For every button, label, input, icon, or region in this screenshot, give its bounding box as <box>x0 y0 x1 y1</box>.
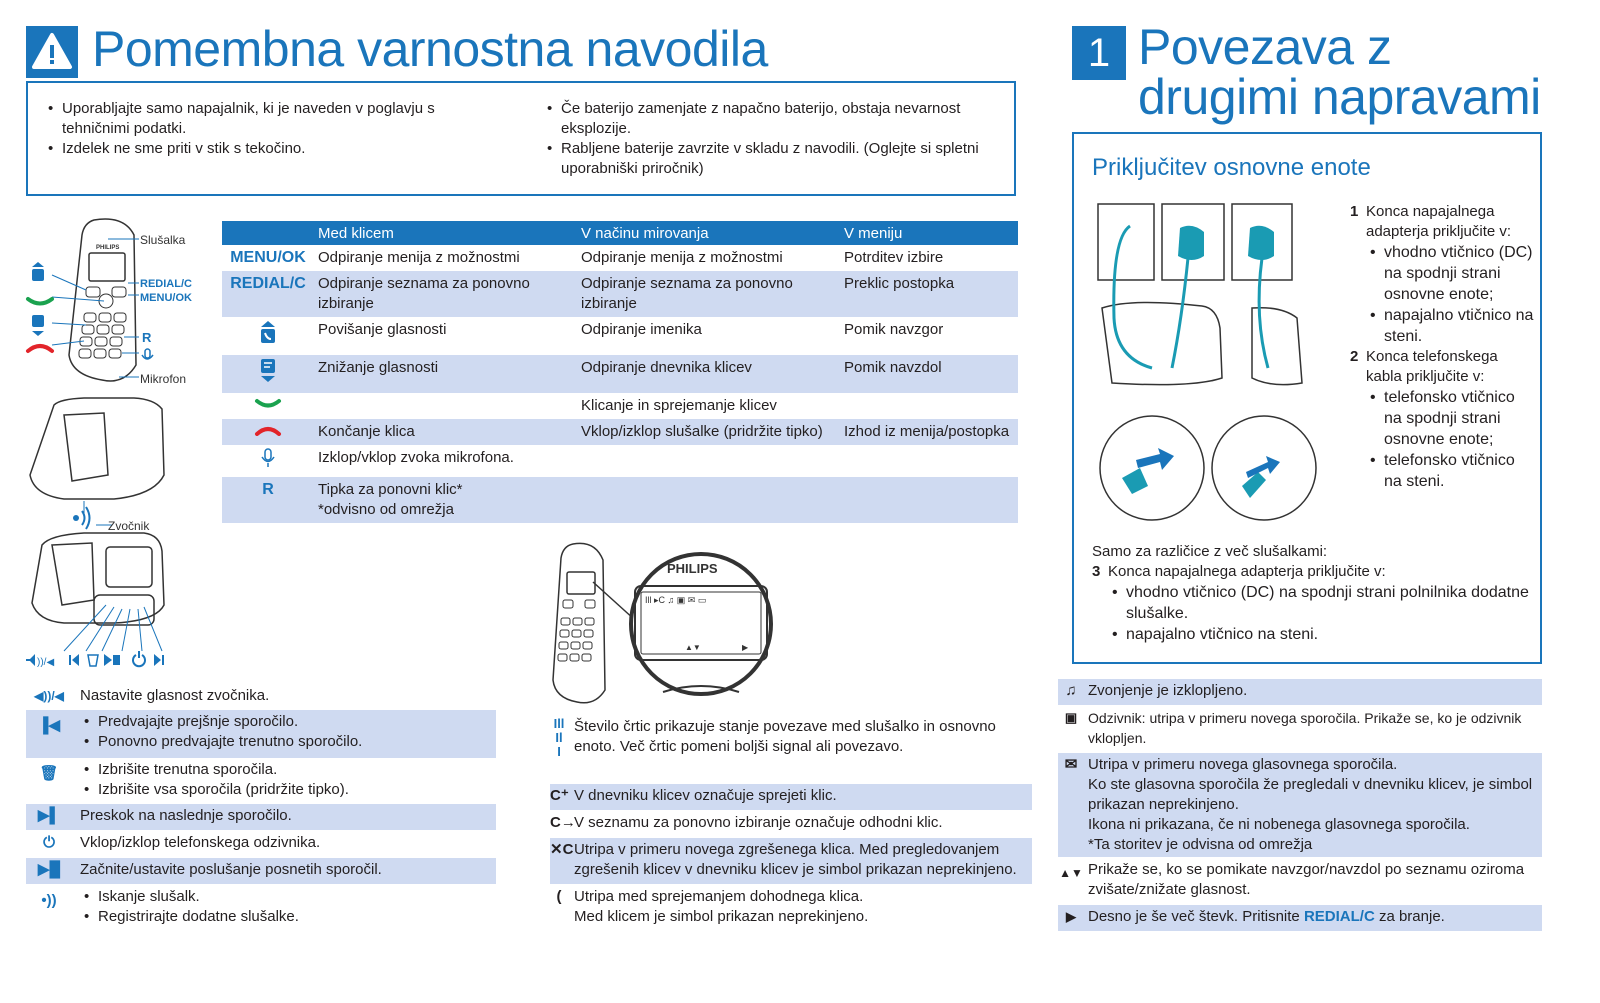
delete-icon: 🗑︎ <box>39 765 59 782</box>
table-cell <box>840 477 1018 523</box>
table-cell: Preklic postopka <box>840 271 1018 317</box>
legend-text: V dnevniku klicev označuje sprejeti klic. <box>574 787 837 804</box>
table-row <box>222 477 1018 523</box>
handset-brand: PHILIPS <box>96 245 120 251</box>
base-keys-icons <box>26 651 164 668</box>
previous-icon: ▐◀ <box>37 717 61 734</box>
call-icon <box>254 398 282 410</box>
phonebook-up-icon <box>258 320 278 346</box>
step-item: • vhodno vtičnico (DC) na spodnji strani osnovne enote; <box>1366 242 1536 305</box>
table-cell: Odpiranje imenika <box>581 321 702 338</box>
step-text: Konca napajalnega adapterja priključite v: <box>1108 563 1386 580</box>
table-cell: Izklop/vklop zvoka mikrofona. <box>318 449 514 466</box>
legend-key: REDIAL/C <box>1303 908 1375 925</box>
next-icon: ▶▌ <box>37 807 61 824</box>
ringer-off-icon: ♫ <box>1065 682 1077 699</box>
display-illustration <box>545 540 785 710</box>
legend-item: • Predvajajte prejšnje sporočilo. <box>80 712 492 732</box>
table-cell <box>840 445 1018 477</box>
side-mic-icon <box>142 349 153 359</box>
key-functions-table <box>222 221 1018 523</box>
legend-row <box>26 858 496 884</box>
safety-item: • Rabljene baterije zavrzite v skladu z navodili. (Oglejte si spletni uporabniški priročnik) <box>543 139 1003 179</box>
table-row <box>222 393 1018 419</box>
play-stop-icon: ▶█ <box>37 861 61 878</box>
legend-text: Desno je še več števk. Pritisnite <box>1088 908 1300 925</box>
legend-row <box>550 811 1032 837</box>
legend-row <box>1058 753 1542 857</box>
legend-text: Zvonjenje je izklopljeno. <box>1088 682 1248 699</box>
legend-text: Utripa med sprejemanjem dohodnega klica. <box>574 888 864 905</box>
header-idle: V načinu mirovanja <box>577 221 840 245</box>
legend-item: • Ponovno predvajajte trenutno sporočilo. <box>80 732 492 752</box>
legend-row <box>1058 905 1542 931</box>
table-cell: Potrditev izbire <box>844 249 944 266</box>
table-row <box>222 317 1018 355</box>
display-brand: PHILIPS <box>667 561 718 576</box>
connection-box <box>1072 132 1542 664</box>
legend-text: Utripa v primeru novega zgrešenega klica. Med pregledovanjem zgrešenih klicev v dnevniku klicev je simbol prikazan neprekinjeno. <box>574 841 1017 878</box>
section-title <box>1138 19 1541 125</box>
side-call-icon <box>28 299 52 304</box>
step-1 <box>1350 202 1536 347</box>
table-cell: Odpiranje seznama za ponovno izbiranje <box>314 271 577 317</box>
paging-key-icon <box>73 507 90 529</box>
legend-text: Utripa v primeru novega glasovnega sporočila. <box>1088 756 1398 773</box>
connection-illustration <box>1092 198 1337 528</box>
connection-subtitle: Priključitev osnovne enote <box>1092 154 1371 181</box>
more-digits-icon: ▶ <box>1066 909 1076 924</box>
table-row <box>222 419 1018 445</box>
legend-text: V seznamu za ponovno izbiranje označuje odhodni klic. <box>574 814 943 831</box>
missed-call-icon: ✕C <box>550 841 574 858</box>
table-cell: Pomik navzgor <box>844 321 944 338</box>
volume-icon: ◀))/◀ <box>34 689 64 703</box>
handset-illustration <box>24 215 214 390</box>
legend-text: Začnite/ustavite poslušanje posnetih sporočil. <box>80 861 382 878</box>
safety-item: • Uporabljajte samo napajalnik, ki je naveden v poglavju s tehničnimi podatki. <box>44 99 464 139</box>
table-cell: Tipka za ponovni klic* <box>318 481 463 498</box>
key-r: R <box>222 477 314 523</box>
legend-row <box>1058 706 1542 752</box>
paging-icon: •)) <box>41 892 57 909</box>
table-cell <box>314 393 577 419</box>
table-cell: Klicanje in sprejemanje klicev <box>581 397 777 414</box>
step-item: • napajalno vtičnico na steni. <box>1366 305 1536 347</box>
legend-text: Število črtic prikazuje stanje povezave med slušalko in osnovno enoto. Več črtic pomeni boljši signal ali povezavo. <box>574 718 996 755</box>
legend-footnote: *Ta storitev je odvisna od omrežja <box>1088 836 1313 853</box>
steps-column <box>1350 202 1536 492</box>
table-row <box>222 355 1018 393</box>
display-more-icon: ▶ <box>742 643 749 652</box>
safety-list-1 <box>44 99 464 159</box>
table-cell: Odpiranje seznama za ponovno izbiranje <box>577 271 840 317</box>
step-number: 3 <box>1092 563 1101 580</box>
legend-row <box>26 804 496 830</box>
key-redial: REDIAL/C <box>222 271 314 317</box>
step-item: • napajalno vtičnico na steni. <box>1108 624 1532 645</box>
table-row <box>222 245 1018 271</box>
outgoing-call-icon: C→ <box>550 814 576 831</box>
legend-row <box>26 684 496 708</box>
table-cell: Izhod iz menija/postopka <box>840 419 1018 445</box>
legend-row <box>26 758 496 802</box>
legend-row <box>26 885 496 931</box>
legend-row <box>26 831 496 857</box>
table-cell: Vklop/izklop slušalke (pridržite tipko) <box>577 419 840 445</box>
legend-row <box>26 710 496 758</box>
table-cell: Odpiranje dnevnika klicev <box>577 355 840 393</box>
step-item: • vhodno vtičnico (DC) na spodnji strani polnilnika dodatne slušalke. <box>1108 582 1532 624</box>
legend-row <box>550 838 1032 884</box>
table-header <box>222 221 1018 245</box>
safety-item: • Če baterijo zamenjate z napačno baterijo, obstaja nevarnost eksplozije. <box>543 99 1003 139</box>
incoming-call-icon: C⁺ <box>550 787 569 804</box>
multi-note: Samo za različice z več slušalkami: <box>1092 543 1328 560</box>
side-phonebook-icon <box>32 262 44 281</box>
label-microphone: Mikrofon <box>140 372 187 386</box>
label-handset: Slušalka <box>140 233 186 247</box>
legend-row <box>1058 679 1542 705</box>
step-number: 2 <box>1350 348 1359 365</box>
legend-text: Nastavite glasnost zvočnika. <box>80 687 270 704</box>
signal-icon: Ill Il I <box>553 716 565 759</box>
warning-icon <box>26 26 78 78</box>
legend-text: Vklop/izklop telefonskega odzivnika. <box>80 834 321 851</box>
label-redial: REDIAL/C <box>140 278 192 290</box>
table-cell <box>840 393 1018 419</box>
power-icon: ⏻ <box>43 834 55 851</box>
legend-item: • Izbrišite trenutna sporočila. <box>80 760 492 780</box>
header-menu: V meniju <box>840 221 1018 245</box>
table-cell: Odpiranje menija z možnostmi <box>318 249 520 266</box>
label-r: R <box>142 330 152 345</box>
answering-machine-icon: ▣ <box>1064 710 1078 725</box>
step-text: Konca telefonskega kabla priključite v: <box>1366 348 1498 385</box>
table-cell <box>577 445 840 477</box>
multi-handset-note <box>1092 542 1532 645</box>
up-down-icon: ▲▼ <box>1059 866 1083 880</box>
table-cell: Znižanje glasnosti <box>314 355 577 393</box>
legend-item: • Registrirajte dodatne slušalke. <box>80 907 492 927</box>
page-title: Pomembna varnostna navodila <box>92 21 768 77</box>
legend-text: Med klicem je simbol prikazan neprekinjeno. <box>574 908 869 925</box>
side-hangup-icon <box>28 346 52 351</box>
table-row <box>222 445 1018 477</box>
legend-text: za branje. <box>1378 908 1445 925</box>
table-cell <box>577 477 840 523</box>
side-calllog-icon <box>32 315 44 336</box>
legend-item: • Izbrišite vsa sporočila (pridržite tipko). <box>80 780 492 800</box>
table-footnote: *odvisno od omrežja <box>318 501 454 518</box>
base-station-illustration <box>24 395 194 675</box>
step-item: • telefonsko vtičnico na spodnji strani osnovne enote; <box>1366 387 1536 450</box>
table-cell: Povišanje glasnosti <box>318 321 447 338</box>
table-row <box>222 271 1018 317</box>
table-cell: Odpiranje menija z možnostmi <box>581 249 783 266</box>
table-cell: Končanje klica <box>314 419 577 445</box>
legend-text: Ko ste glasovna sporočila že pregledali v dnevniku klicev, je simbol prikazan neprekinjeno. <box>1088 776 1533 813</box>
safety-box <box>26 81 1016 196</box>
display-status-icons: Ill ▸C ♫ ▣ ✉ ▭ <box>645 595 707 605</box>
step-2 <box>1350 347 1536 492</box>
safety-list-2 <box>543 99 1003 179</box>
header-key <box>222 221 314 245</box>
section-title-line2: drugimi napravami <box>1138 69 1541 125</box>
legend-row <box>550 784 1032 810</box>
handset-icon: ( <box>556 888 562 905</box>
section-number: 1 <box>1072 26 1126 80</box>
safety-item: • Izdelek ne sme priti v stik s tekočino. <box>44 139 464 159</box>
section-title-line1: Povezava z <box>1138 19 1392 75</box>
legend-text: Prikaže se, ko se pomikate navzgor/navzdol po seznamu oziroma zvišate/znižate glasnost. <box>1088 861 1525 898</box>
legend-text: Odzivnik: utripa v primeru novega sporočila. Prikaže se, ko je odzivnik vklopljen. <box>1088 710 1522 746</box>
legend-row <box>550 885 1032 931</box>
legend-row <box>1058 858 1542 904</box>
svg-text:))/◀: ))/◀ <box>37 657 55 668</box>
label-menu: MENU/OK <box>140 292 192 304</box>
step-text: Konca napajalnega adapterja priključite v: <box>1366 203 1512 240</box>
display-nav-icons: ▲▼ <box>685 643 701 652</box>
table-cell: Pomik navzdol <box>840 355 1018 393</box>
calllog-down-icon <box>258 358 278 384</box>
key-menu-ok: MENU/OK <box>230 249 306 266</box>
envelope-icon: ✉ <box>1064 756 1078 773</box>
step-3 <box>1092 562 1532 645</box>
header-during-call: Med klicem <box>314 221 577 245</box>
step-item: • telefonsko vtičnico na steni. <box>1366 450 1536 492</box>
step-number: 1 <box>1350 203 1359 220</box>
legend-row <box>550 715 1034 781</box>
legend-text: Preskok na naslednje sporočilo. <box>80 807 292 824</box>
mic-mute-icon <box>259 448 277 468</box>
legend-text: Ikona ni prikazana, če ni nobenega glasovnega sporočila. <box>1088 816 1470 833</box>
legend-item: • Iskanje slušalk. <box>80 887 492 907</box>
hangup-icon <box>254 422 282 436</box>
label-speaker: Zvočnik <box>108 519 150 533</box>
